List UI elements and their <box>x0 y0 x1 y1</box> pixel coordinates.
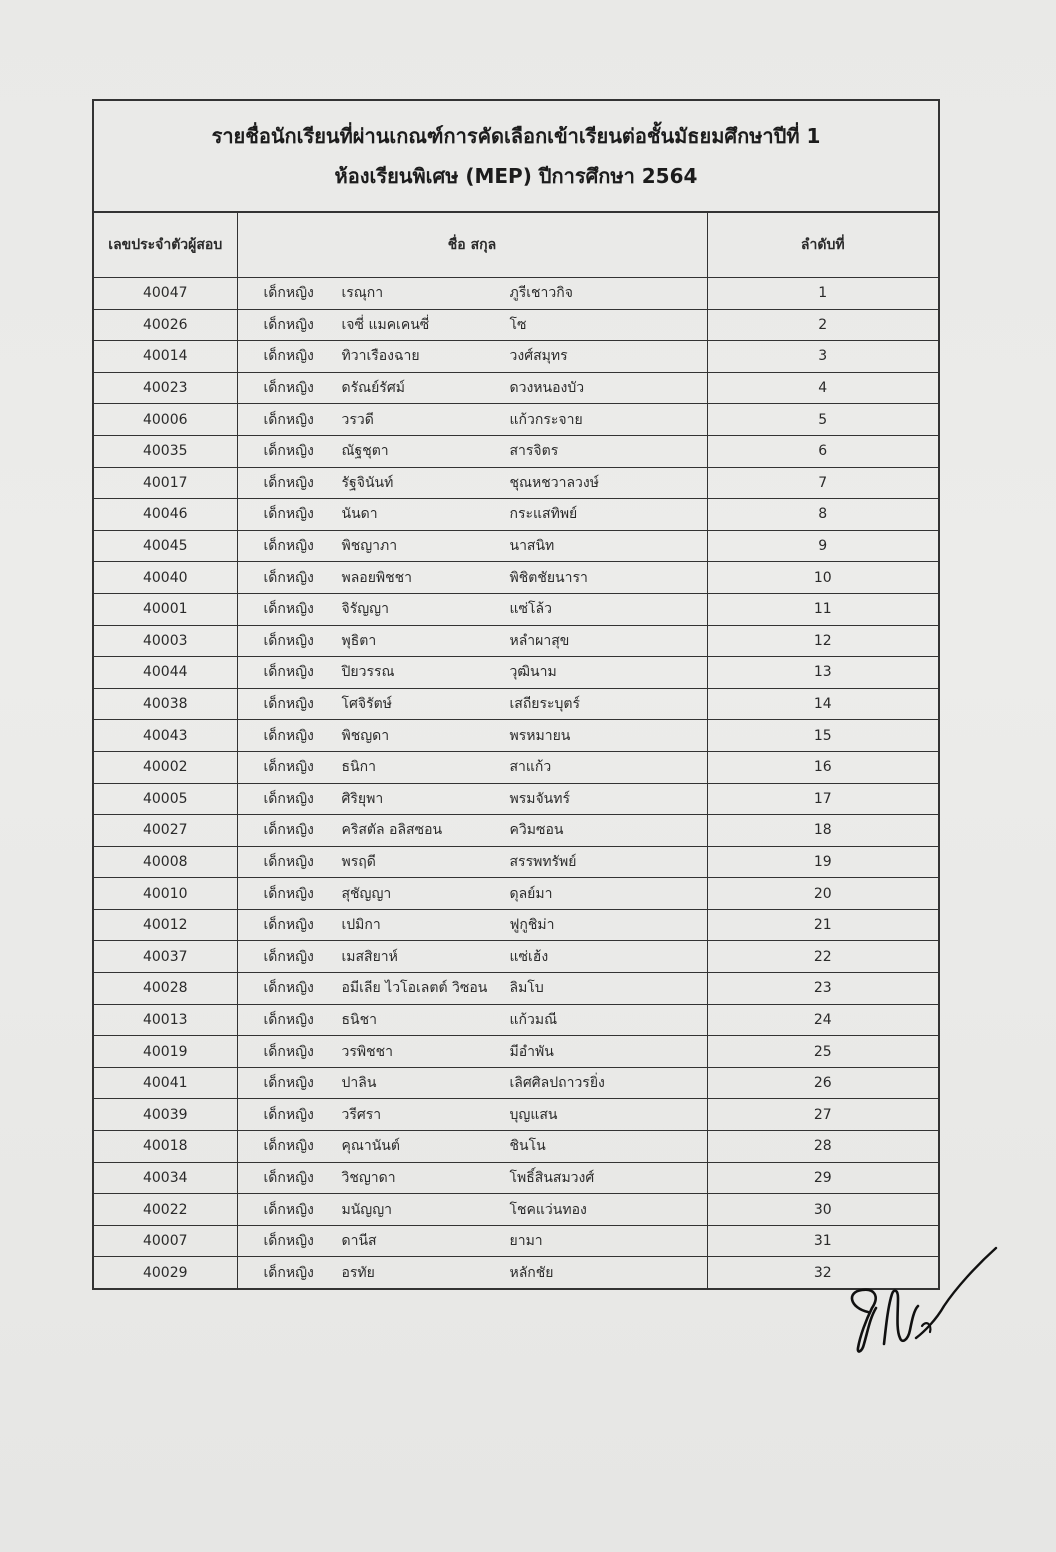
exam-id-cell: 40018 <box>94 1131 237 1163</box>
last-name: มีอำพัน <box>509 1043 554 1060</box>
name-prefix: เด็กหญิง <box>263 601 314 618</box>
first-name: พรฤดี <box>341 853 376 870</box>
name-prefix: เด็กหญิง <box>263 759 314 776</box>
last-name: สาแก้ว <box>509 759 552 776</box>
table-row <box>94 688 938 720</box>
name-prefix: เด็กหญิง <box>263 1169 314 1186</box>
student-name-cell <box>237 625 707 657</box>
exam-id-cell: 40041 <box>94 1067 237 1099</box>
student-name-cell <box>237 1225 707 1257</box>
name-prefix: เด็กหญิง <box>263 822 314 839</box>
name-prefix: เด็กหญิง <box>263 474 314 491</box>
column-header-name: ชื่อ สกุล <box>237 213 707 278</box>
handwritten-signature <box>840 1240 1010 1360</box>
rank-cell: 21 <box>707 909 938 941</box>
table-row <box>94 846 938 878</box>
last-name: โซ <box>509 316 527 333</box>
name-prefix: เด็กหญิง <box>263 885 314 902</box>
exam-id-cell: 40028 <box>94 973 237 1005</box>
first-name: คุณานันต์ <box>341 1138 400 1155</box>
name-prefix: เด็กหญิง <box>263 917 314 934</box>
name-prefix: เด็กหญิง <box>263 1011 314 1028</box>
first-name: โศจิรัตษ์ <box>341 696 392 713</box>
table-row <box>94 562 938 594</box>
first-name: ธนิชา <box>341 1011 377 1028</box>
table-row <box>94 1067 938 1099</box>
rank-cell: 5 <box>707 404 938 436</box>
name-prefix: เด็กหญิง <box>263 1138 314 1155</box>
rank-cell: 10 <box>707 562 938 594</box>
name-prefix: เด็กหญิง <box>263 538 314 555</box>
exam-id-cell: 40005 <box>94 783 237 815</box>
table-row <box>94 1131 938 1163</box>
column-header-exam-id: เลขประจำตัวผู้สอบ <box>94 213 237 278</box>
document-title-line-2: ห้องเรียนพิเศษ (MEP) ปีการศึกษา 2564 <box>334 164 698 188</box>
first-name: ศิริยุพา <box>341 790 384 807</box>
exam-id-cell: 40010 <box>94 878 237 910</box>
name-prefix: เด็กหญิง <box>263 1201 314 1218</box>
last-name: นาสนิท <box>509 538 555 555</box>
last-name: เลิศศิลปถาวรยิ่ง <box>509 1075 605 1092</box>
exam-id-cell: 40027 <box>94 815 237 847</box>
name-prefix: เด็กหญิง <box>263 316 314 333</box>
rank-cell: 9 <box>707 530 938 562</box>
first-name: เรณุกา <box>341 285 384 302</box>
name-prefix: เด็กหญิง <box>263 696 314 713</box>
rank-cell: 18 <box>707 815 938 847</box>
last-name: ภูรีเชาวกิจ <box>509 285 573 302</box>
last-name: แซ่เฮ้ง <box>509 948 549 965</box>
first-name: พุธิตา <box>341 632 377 649</box>
name-prefix: เด็กหญิง <box>263 348 314 365</box>
first-name: อรทัย <box>341 1264 375 1281</box>
table-row <box>94 973 938 1005</box>
rank-cell: 31 <box>707 1225 938 1257</box>
student-name-cell <box>237 341 707 373</box>
exam-id-cell: 40044 <box>94 657 237 689</box>
student-name-cell <box>237 467 707 499</box>
table-row <box>94 435 938 467</box>
last-name: แก้วกระจาย <box>509 411 583 428</box>
exam-id-cell: 40045 <box>94 530 237 562</box>
rank-cell: 8 <box>707 499 938 531</box>
rank-cell: 12 <box>707 625 938 657</box>
first-name: เปมิกา <box>341 917 381 934</box>
name-prefix: เด็กหญิง <box>263 443 314 460</box>
name-prefix: เด็กหญิง <box>263 1043 314 1060</box>
rank-cell: 7 <box>707 467 938 499</box>
last-name: ฟูกูชิม่า <box>509 917 555 934</box>
student-name-cell <box>237 751 707 783</box>
column-header-order: ลำดับที่ <box>707 213 938 278</box>
rank-cell: 28 <box>707 1131 938 1163</box>
rank-cell: 25 <box>707 1036 938 1068</box>
table-row <box>94 657 938 689</box>
student-name-cell <box>237 688 707 720</box>
table-row <box>94 372 938 404</box>
exam-id-cell: 40022 <box>94 1194 237 1226</box>
rank-cell: 11 <box>707 593 938 625</box>
student-name-cell <box>237 309 707 341</box>
first-name: มนัญญา <box>341 1201 393 1218</box>
exam-id-cell: 40043 <box>94 720 237 752</box>
last-name: ดุลย์มา <box>509 885 553 902</box>
first-name: ทิวาเรืองฉาย <box>341 348 420 365</box>
student-name-cell <box>237 1099 707 1131</box>
exam-id-cell: 40034 <box>94 1162 237 1194</box>
student-name-cell <box>237 878 707 910</box>
name-prefix: เด็กหญิง <box>263 506 314 523</box>
exam-id-cell: 40002 <box>94 751 237 783</box>
first-name: พิชญดา <box>341 727 390 744</box>
rank-cell: 3 <box>707 341 938 373</box>
student-name-cell <box>237 530 707 562</box>
name-prefix: เด็กหญิง <box>263 853 314 870</box>
last-name: วุฒินาม <box>509 664 557 681</box>
name-prefix: เด็กหญิง <box>263 727 314 744</box>
student-name-cell <box>237 720 707 752</box>
last-name: ดวงหนองบัว <box>509 380 585 397</box>
last-name: บุญแสน <box>509 1106 558 1123</box>
name-prefix: เด็กหญิง <box>263 1075 314 1092</box>
table-row <box>94 404 938 436</box>
rank-cell: 4 <box>707 372 938 404</box>
table-row <box>94 278 938 310</box>
first-name: วรพิชชา <box>341 1043 393 1060</box>
rank-cell: 19 <box>707 846 938 878</box>
first-name: ณัฐชุตา <box>341 443 389 460</box>
rank-cell: 1 <box>707 278 938 310</box>
name-prefix: เด็กหญิง <box>263 664 314 681</box>
exam-id-cell: 40035 <box>94 435 237 467</box>
exam-id-cell: 40047 <box>94 278 237 310</box>
table-row <box>94 720 938 752</box>
table-row <box>94 625 938 657</box>
last-name: กระแสทิพย์ <box>509 506 578 523</box>
last-name: โพธิ์สินสมวงศ์ <box>509 1169 595 1186</box>
table-row <box>94 941 938 973</box>
table-row <box>94 499 938 531</box>
table-header-row <box>94 213 938 278</box>
first-name: ดรัณย์รัศม์ <box>341 380 405 397</box>
last-name: หลักชัย <box>509 1264 554 1281</box>
rank-cell: 17 <box>707 783 938 815</box>
first-name: อมีเลีย ไวโอเลตต์ วิซอน <box>341 980 488 997</box>
first-name: ดานีส <box>341 1233 377 1250</box>
last-name: พรหมายน <box>509 727 571 744</box>
table-row <box>94 909 938 941</box>
student-name-cell <box>237 1257 707 1288</box>
rank-cell: 15 <box>707 720 938 752</box>
student-name-cell <box>237 372 707 404</box>
table-row <box>94 309 938 341</box>
student-name-cell <box>237 1131 707 1163</box>
last-name: ควิมซอน <box>509 822 564 839</box>
exam-id-cell: 40017 <box>94 467 237 499</box>
first-name: รัฐจินันท์ <box>341 474 394 491</box>
document-title-line-1: รายชื่อนักเรียนที่ผ่านเกณฑ์การคัดเลือกเข้าเรียนต่อชั้นมัธยมศึกษาปีที่ 1 <box>211 124 821 148</box>
table-row <box>94 1162 938 1194</box>
student-name-cell <box>237 815 707 847</box>
student-name-cell <box>237 404 707 436</box>
table-row <box>94 783 938 815</box>
table-row <box>94 1099 938 1131</box>
table-row <box>94 1194 938 1226</box>
first-name: ปิยวรรณ <box>341 664 395 681</box>
name-prefix: เด็กหญิง <box>263 1233 314 1250</box>
results-document <box>92 99 940 1290</box>
table-row <box>94 1036 938 1068</box>
student-name-cell <box>237 1162 707 1194</box>
last-name: ชินโน <box>509 1138 546 1155</box>
student-name-cell <box>237 499 707 531</box>
name-prefix: เด็กหญิง <box>263 285 314 302</box>
last-name: พรมจันทร์ <box>509 790 570 807</box>
exam-id-cell: 40003 <box>94 625 237 657</box>
table-row <box>94 341 938 373</box>
rank-cell: 20 <box>707 878 938 910</box>
exam-id-cell: 40023 <box>94 372 237 404</box>
rank-cell: 24 <box>707 1004 938 1036</box>
last-name: สรรพทรัพย์ <box>509 853 577 870</box>
student-name-cell <box>237 1194 707 1226</box>
name-prefix: เด็กหญิง <box>263 411 314 428</box>
table-row <box>94 530 938 562</box>
last-name: ชุณหชวาลวงษ์ <box>509 474 599 491</box>
table-row <box>94 1257 938 1288</box>
exam-id-cell: 40026 <box>94 309 237 341</box>
first-name: วิชญาดา <box>341 1169 396 1186</box>
first-name: นันดา <box>341 506 378 523</box>
rank-cell: 30 <box>707 1194 938 1226</box>
first-name: วรีศรา <box>341 1106 382 1123</box>
first-name: คริสตัล อลิสซอน <box>341 822 443 839</box>
exam-id-cell: 40008 <box>94 846 237 878</box>
rank-cell: 22 <box>707 941 938 973</box>
exam-id-cell: 40040 <box>94 562 237 594</box>
name-prefix: เด็กหญิง <box>263 1264 314 1281</box>
name-prefix: เด็กหญิง <box>263 980 314 997</box>
table-row <box>94 878 938 910</box>
student-name-cell <box>237 657 707 689</box>
name-prefix: เด็กหญิง <box>263 380 314 397</box>
last-name: แซ่โล้ว <box>509 601 552 618</box>
student-results-table <box>94 213 938 1288</box>
exam-id-cell: 40038 <box>94 688 237 720</box>
student-name-cell <box>237 1036 707 1068</box>
table-row <box>94 1004 938 1036</box>
student-name-cell <box>237 941 707 973</box>
name-prefix: เด็กหญิง <box>263 1106 314 1123</box>
student-name-cell <box>237 562 707 594</box>
student-name-cell <box>237 593 707 625</box>
student-name-cell <box>237 909 707 941</box>
exam-id-cell: 40007 <box>94 1225 237 1257</box>
exam-id-cell: 40001 <box>94 593 237 625</box>
first-name: จิรัญญา <box>341 601 389 618</box>
table-body <box>94 278 938 1289</box>
rank-cell: 6 <box>707 435 938 467</box>
student-name-cell <box>237 973 707 1005</box>
name-prefix: เด็กหญิง <box>263 948 314 965</box>
rank-cell: 32 <box>707 1257 938 1288</box>
last-name: ยามา <box>509 1233 543 1250</box>
document-title-box <box>94 101 938 213</box>
name-prefix: เด็กหญิง <box>263 632 314 649</box>
last-name: เสถียระบุตร์ <box>509 696 581 713</box>
student-name-cell <box>237 435 707 467</box>
rank-cell: 2 <box>707 309 938 341</box>
student-name-cell <box>237 783 707 815</box>
table-row <box>94 751 938 783</box>
student-name-cell <box>237 1067 707 1099</box>
first-name: พลอยพิชชา <box>341 569 413 586</box>
first-name: เจซี่ แมคเคนซี่ <box>341 316 430 333</box>
last-name: หลำผาสุข <box>509 632 570 649</box>
table-row <box>94 815 938 847</box>
student-name-cell <box>237 846 707 878</box>
exam-id-cell: 40019 <box>94 1036 237 1068</box>
exam-id-cell: 40012 <box>94 909 237 941</box>
exam-id-cell: 40046 <box>94 499 237 531</box>
table-row <box>94 1225 938 1257</box>
student-name-cell <box>237 1004 707 1036</box>
exam-id-cell: 40006 <box>94 404 237 436</box>
first-name: เมสสิยาห์ <box>341 948 398 965</box>
last-name: พิชิตชัยนารา <box>509 569 588 586</box>
exam-id-cell: 40029 <box>94 1257 237 1288</box>
last-name: ลิมโบ <box>509 980 544 997</box>
first-name: สุชัญญา <box>341 885 392 902</box>
rank-cell: 13 <box>707 657 938 689</box>
rank-cell: 16 <box>707 751 938 783</box>
last-name: วงศ์สมุทร <box>509 348 568 365</box>
rank-cell: 29 <box>707 1162 938 1194</box>
name-prefix: เด็กหญิง <box>263 790 314 807</box>
last-name: สารจิตร <box>509 443 559 460</box>
exam-id-cell: 40039 <box>94 1099 237 1131</box>
name-prefix: เด็กหญิง <box>263 569 314 586</box>
student-name-cell <box>237 278 707 310</box>
first-name: ธนิกา <box>341 759 376 776</box>
exam-id-cell: 40013 <box>94 1004 237 1036</box>
exam-id-cell: 40037 <box>94 941 237 973</box>
last-name: โชคแว่นทอง <box>509 1201 587 1218</box>
rank-cell: 26 <box>707 1067 938 1099</box>
first-name: วรวดี <box>341 411 374 428</box>
first-name: พิชญาภา <box>341 538 398 555</box>
last-name: แก้วมณี <box>509 1011 558 1028</box>
rank-cell: 23 <box>707 973 938 1005</box>
first-name: ปาลิน <box>341 1075 377 1092</box>
exam-id-cell: 40014 <box>94 341 237 373</box>
table-row <box>94 467 938 499</box>
rank-cell: 14 <box>707 688 938 720</box>
rank-cell: 27 <box>707 1099 938 1131</box>
table-row <box>94 593 938 625</box>
